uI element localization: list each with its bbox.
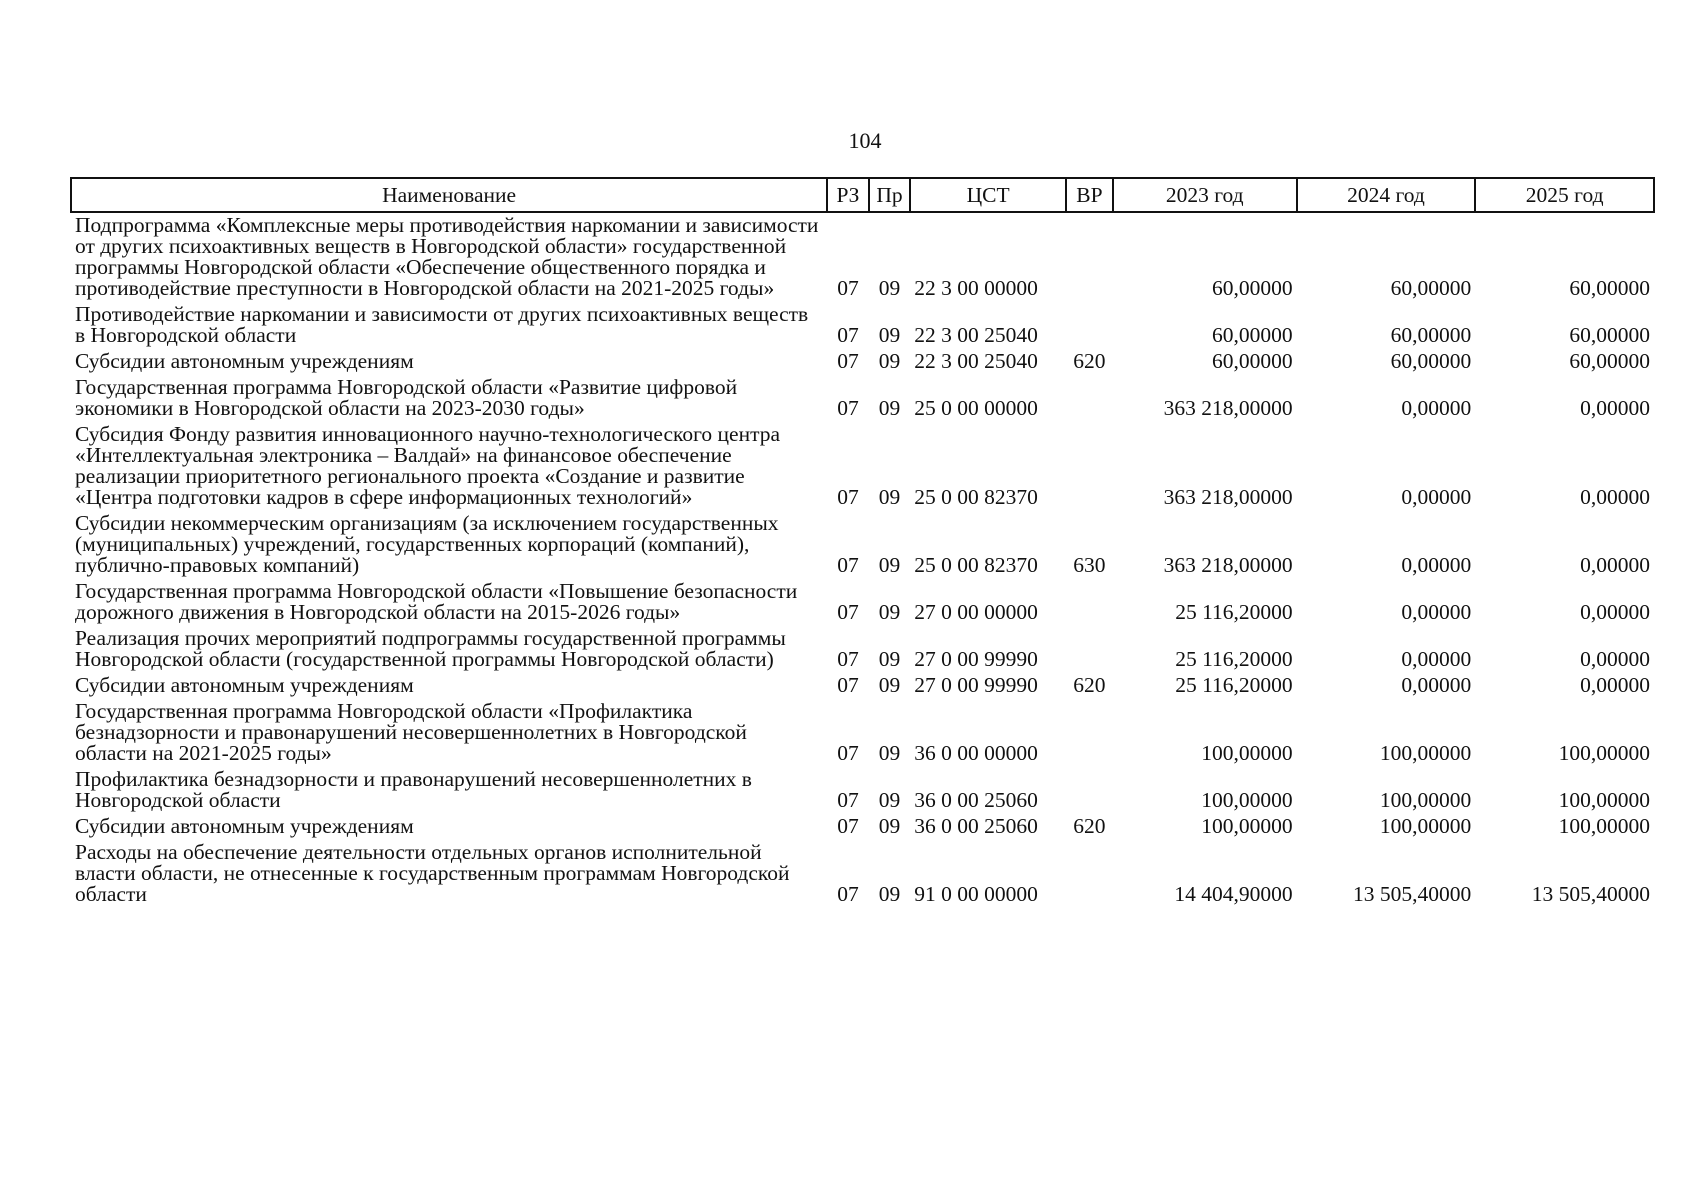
cell-y2023: 25 116,20000 xyxy=(1175,600,1293,624)
cell-y2023: 100,00000 xyxy=(1201,741,1293,765)
cell-name: Противодействие наркомании и зависимости от других психоактивных веществ в Новгородской области xyxy=(75,302,809,347)
cell-rz: 07 xyxy=(837,600,859,624)
cell-name: Государственная программа Новгородской области «Повышение безопасности дорожного движения в Новгородской области на 2015-2026 годы» xyxy=(75,579,798,624)
cell-y2025: 13 505,40000 xyxy=(1531,882,1650,906)
table-row xyxy=(71,699,1654,767)
cell-cst: 27 0 00 99990 xyxy=(914,673,1038,697)
cell-name: Профилактика безнадзорности и правонарушений несовершеннолетних в Новгородской области xyxy=(75,767,752,812)
cell-pr: 09 xyxy=(878,396,901,420)
cell-y2023: 363 218,00000 xyxy=(1163,396,1293,420)
header-2025: 2025 год xyxy=(1475,178,1654,212)
cell-y2024: 0,00000 xyxy=(1401,485,1472,509)
cell-y2025: 100,00000 xyxy=(1558,788,1650,812)
cell-vr: 620 xyxy=(1073,814,1106,838)
cell-vr xyxy=(1066,840,1113,908)
cell-y2024: 100,00000 xyxy=(1379,741,1472,765)
table-row xyxy=(71,302,1654,349)
cell-cst: 36 0 00 25060 xyxy=(914,814,1038,838)
table-row xyxy=(71,375,1654,422)
table-row xyxy=(71,673,1654,699)
cell-y2023: 25 116,20000 xyxy=(1175,647,1293,671)
cell-y2025: 100,00000 xyxy=(1558,741,1650,765)
cell-rz: 07 xyxy=(837,396,859,420)
table-body xyxy=(71,212,1654,908)
table-row xyxy=(71,349,1654,375)
cell-y2025: 0,00000 xyxy=(1580,673,1650,697)
cell-y2025: 60,00000 xyxy=(1569,276,1650,300)
table-header-row xyxy=(71,178,1654,212)
cell-y2024: 60,00000 xyxy=(1390,276,1472,300)
header-rz: РЗ xyxy=(827,178,869,212)
cell-y2024: 60,00000 xyxy=(1390,323,1472,347)
cell-y2024: 0,00000 xyxy=(1401,396,1472,420)
cell-vr: 620 xyxy=(1073,349,1106,373)
cell-vr xyxy=(1066,375,1113,422)
cell-vr xyxy=(1066,212,1113,302)
cell-y2024: 60,00000 xyxy=(1390,349,1472,373)
cell-rz: 07 xyxy=(837,323,859,347)
table-row xyxy=(71,814,1654,840)
cell-y2023: 60,00000 xyxy=(1212,349,1293,373)
cell-pr: 09 xyxy=(878,276,901,300)
header-2023: 2023 год xyxy=(1113,178,1297,212)
cell-rz: 07 xyxy=(837,741,859,765)
cell-y2024: 100,00000 xyxy=(1379,814,1472,838)
cell-y2025: 0,00000 xyxy=(1580,600,1650,624)
cell-name: Государственная программа Новгородской области «Развитие цифровой экономики в Новгородской области на 2023-2030 годы» xyxy=(75,375,738,420)
budget-table xyxy=(70,177,1655,908)
cell-vr xyxy=(1066,699,1113,767)
cell-cst: 22 3 00 25040 xyxy=(914,323,1038,347)
cell-cst: 22 3 00 25040 xyxy=(914,349,1038,373)
cell-pr: 09 xyxy=(878,485,901,509)
cell-vr: 620 xyxy=(1073,673,1106,697)
cell-y2023: 100,00000 xyxy=(1201,814,1293,838)
cell-pr: 09 xyxy=(878,882,901,906)
cell-rz: 07 xyxy=(837,788,859,812)
cell-y2023: 363 218,00000 xyxy=(1163,485,1293,509)
cell-name: Субсидии автономным учреждениям xyxy=(75,814,414,838)
cell-vr xyxy=(1066,626,1113,673)
cell-cst: 25 0 00 00000 xyxy=(914,396,1038,420)
cell-y2024: 0,00000 xyxy=(1401,673,1472,697)
cell-y2025: 0,00000 xyxy=(1580,553,1650,577)
cell-cst: 25 0 00 82370 xyxy=(914,485,1038,509)
cell-name: Субсидии автономным учреждениям xyxy=(75,673,414,697)
cell-cst: 36 0 00 00000 xyxy=(914,741,1038,765)
cell-cst: 25 0 00 82370 xyxy=(914,553,1038,577)
cell-pr: 09 xyxy=(878,349,901,373)
cell-vr xyxy=(1066,422,1113,511)
cell-y2025: 0,00000 xyxy=(1580,485,1650,509)
cell-pr: 09 xyxy=(878,741,901,765)
cell-name: Подпрограмма «Комплексные меры противодействия наркомании и зависимости от других психоактивных веществ в Новгородской области» государственной программы Новгородской области «Обеспечение общественного порядка и противодействие преступности в Новгородской области на 2021-2025 годы» xyxy=(75,213,819,300)
cell-rz: 07 xyxy=(837,882,859,906)
cell-vr xyxy=(1066,302,1113,349)
cell-vr: 630 xyxy=(1073,553,1106,577)
cell-pr: 09 xyxy=(878,788,901,812)
cell-y2025: 100,00000 xyxy=(1558,814,1650,838)
cell-y2024: 100,00000 xyxy=(1379,788,1472,812)
header-cst: ЦСТ xyxy=(910,178,1066,212)
cell-y2024: 13 505,40000 xyxy=(1353,882,1472,906)
cell-vr xyxy=(1066,767,1113,814)
cell-y2024: 0,00000 xyxy=(1401,600,1472,624)
table-row xyxy=(71,422,1654,511)
header-name: Наименование xyxy=(71,178,827,212)
cell-y2023: 25 116,20000 xyxy=(1175,673,1293,697)
cell-name: Субсидии некоммерческим организациям (за исключением государственных (муниципальных) учреждений, государственных корпораций (компаний), публично-правовых компаний) xyxy=(75,511,779,577)
cell-cst: 22 3 00 00000 xyxy=(914,276,1038,300)
cell-y2025: 60,00000 xyxy=(1569,323,1650,347)
cell-y2023: 60,00000 xyxy=(1212,276,1293,300)
cell-y2024: 0,00000 xyxy=(1401,553,1472,577)
cell-cst: 36 0 00 25060 xyxy=(914,788,1038,812)
cell-rz: 07 xyxy=(837,485,859,509)
cell-pr: 09 xyxy=(878,323,901,347)
cell-rz: 07 xyxy=(837,349,859,373)
cell-pr: 09 xyxy=(878,600,901,624)
page-number: 104 xyxy=(848,128,882,153)
table-row xyxy=(71,626,1654,673)
cell-name: Государственная программа Новгородской области «Профилактика безнадзорности и правонарушений несовершеннолетних в Новгородской области на 2021-2025 годы» xyxy=(75,699,747,765)
table-row xyxy=(71,767,1654,814)
cell-cst: 91 0 00 00000 xyxy=(914,882,1038,906)
cell-rz: 07 xyxy=(837,814,859,838)
cell-y2025: 0,00000 xyxy=(1580,396,1650,420)
header-vr: ВР xyxy=(1066,178,1113,212)
cell-y2023: 363 218,00000 xyxy=(1163,553,1293,577)
header-pr: Пр xyxy=(869,178,911,212)
cell-y2023: 14 404,90000 xyxy=(1174,882,1293,906)
cell-cst: 27 0 00 00000 xyxy=(914,600,1038,624)
cell-rz: 07 xyxy=(837,673,859,697)
cell-cst: 27 0 00 99990 xyxy=(914,647,1038,671)
cell-y2025: 60,00000 xyxy=(1569,349,1650,373)
cell-y2023: 100,00000 xyxy=(1201,788,1293,812)
cell-rz: 07 xyxy=(837,553,859,577)
cell-name: Реализация прочих мероприятий подпрограммы государственной программы Новгородской области (государственной программы Новгородской области) xyxy=(75,626,786,671)
cell-pr: 09 xyxy=(878,673,901,697)
cell-y2024: 0,00000 xyxy=(1401,647,1472,671)
cell-pr: 09 xyxy=(878,647,901,671)
cell-name: Субсидии автономным учреждениям xyxy=(75,349,414,373)
cell-name: Расходы на обеспечение деятельности отдельных органов исполнительной власти области, не отнесенные к государственным программам Новгородской области xyxy=(75,840,790,906)
table-row xyxy=(71,511,1654,579)
cell-rz: 07 xyxy=(837,276,859,300)
cell-rz: 07 xyxy=(837,647,859,671)
cell-pr: 09 xyxy=(878,814,901,838)
cell-pr: 09 xyxy=(878,553,901,577)
table-row xyxy=(71,840,1654,908)
table-row xyxy=(71,212,1654,302)
header-2024: 2024 год xyxy=(1297,178,1476,212)
cell-y2025: 0,00000 xyxy=(1580,647,1650,671)
table-row xyxy=(71,579,1654,626)
cell-name: Субсидия Фонду развития инновационного научно-технологического центра «Интеллектуальная электроника – Валдай» на финансовое обеспечение реализации приоритетного регионального проекта «Создание и развитие «Центра подготовки кадров в сфере информационных технологий» xyxy=(75,422,781,509)
cell-vr xyxy=(1066,579,1113,626)
cell-y2023: 60,00000 xyxy=(1212,323,1293,347)
